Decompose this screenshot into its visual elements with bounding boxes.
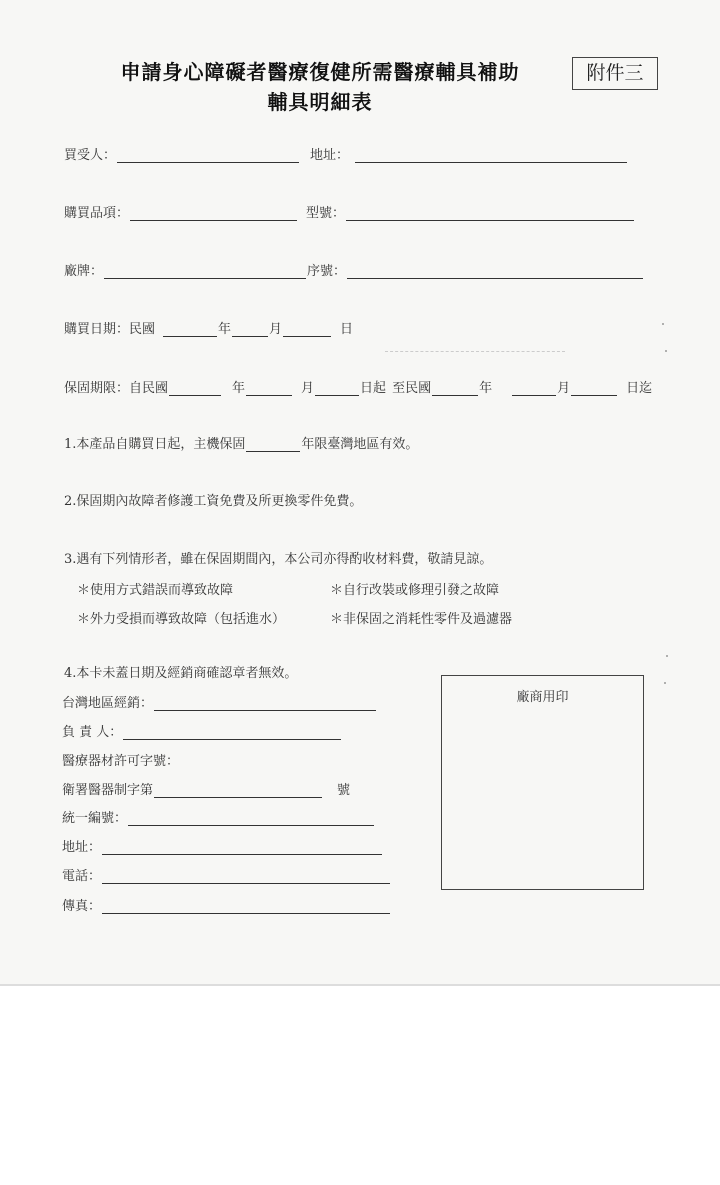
responsible-row bbox=[62, 722, 342, 740]
year-label: 年 bbox=[232, 381, 246, 396]
warranty-row bbox=[64, 378, 652, 396]
phone-label: 電話： bbox=[62, 869, 102, 884]
term-1-text-after: 年限臺灣地區有效。 bbox=[301, 437, 419, 452]
warranty-start-year-field[interactable] bbox=[169, 382, 221, 396]
term-3 bbox=[64, 549, 492, 567]
model-field[interactable] bbox=[346, 207, 634, 221]
term-4 bbox=[64, 663, 297, 681]
form-subtitle: 輔具明細表 bbox=[267, 90, 373, 114]
address-field[interactable] bbox=[355, 149, 627, 163]
warranty-years-field[interactable] bbox=[246, 438, 300, 452]
dealer-address-label: 地址： bbox=[62, 840, 102, 855]
bullet-text: ＊自行改裝或修理引發之故障 bbox=[330, 583, 500, 598]
license-prefix: 衛署醫器制字第 bbox=[62, 783, 154, 798]
license-suffix: 號 bbox=[337, 783, 351, 798]
month-label: 月 bbox=[301, 381, 315, 396]
buyer-field[interactable] bbox=[117, 149, 299, 163]
brand-label: 廠牌： bbox=[64, 264, 104, 279]
day-label: 日 bbox=[340, 322, 354, 337]
term-bullet-4 bbox=[330, 609, 512, 627]
attachment-label: 附件三 bbox=[572, 57, 658, 90]
item-label: 購買品項： bbox=[64, 206, 130, 221]
license-label: 醫療器材許可字號： bbox=[62, 754, 180, 769]
responsible-label: 負 責 人： bbox=[62, 725, 123, 740]
month-label: 月 bbox=[269, 322, 283, 337]
term-2 bbox=[64, 491, 362, 509]
uniform-no-label: 統一編號： bbox=[62, 811, 128, 826]
purchase-date-label: 購買日期：民國 bbox=[64, 322, 156, 337]
fax-label: 傳真： bbox=[62, 899, 102, 914]
warranty-start-day-field[interactable] bbox=[315, 382, 359, 396]
license-row bbox=[62, 780, 350, 798]
warranty-label: 保固期限：自民國 bbox=[64, 381, 169, 396]
scan-artifact bbox=[666, 655, 668, 657]
term-2-text: 2.保固期內故障者修護工資免費及所更換零件免費。 bbox=[64, 494, 363, 509]
license-label-row bbox=[62, 751, 179, 769]
brand-row bbox=[64, 261, 644, 279]
warranty-end-year-field[interactable] bbox=[432, 382, 478, 396]
serial-label: 序號： bbox=[307, 264, 347, 279]
year-label: 年 bbox=[479, 381, 493, 396]
fax-row bbox=[62, 896, 391, 914]
distributor-label: 台灣地區經銷： bbox=[62, 696, 154, 711]
to-roc-label: 至民國 bbox=[392, 381, 432, 396]
term-bullet-1 bbox=[77, 580, 233, 598]
address-label: 地址： bbox=[310, 148, 350, 163]
scan-artifact bbox=[665, 350, 667, 352]
purchase-date-row bbox=[64, 319, 353, 337]
item-field[interactable] bbox=[130, 207, 297, 221]
scan-artifact bbox=[662, 323, 664, 325]
term-3-text: 3.遇有下列情形者，雖在保固期間內，本公司亦得酌收材料費，敬請見諒。 bbox=[64, 552, 493, 567]
day-until-label: 日迄 bbox=[626, 381, 653, 396]
vendor-stamp-label: 廠商用印 bbox=[516, 690, 569, 705]
item-row bbox=[64, 203, 635, 221]
term-bullet-2 bbox=[330, 580, 499, 598]
term-1-text: 1.本產品自購買日起，主機保固 bbox=[64, 437, 246, 452]
distributor-row bbox=[62, 693, 377, 711]
sheet-edge bbox=[0, 984, 720, 986]
warranty-end-day-field[interactable] bbox=[571, 382, 617, 396]
phone-field[interactable] bbox=[102, 870, 390, 884]
dealer-address-row bbox=[62, 837, 383, 855]
uniform-no-row bbox=[62, 808, 375, 826]
term-1 bbox=[64, 434, 418, 452]
warranty-start-month-field[interactable] bbox=[246, 382, 292, 396]
responsible-field[interactable] bbox=[123, 726, 341, 740]
bullet-text: ＊使用方式錯誤而導致故障 bbox=[77, 583, 234, 598]
scan-artifact bbox=[385, 351, 565, 353]
scan-artifact bbox=[664, 682, 666, 684]
warranty-end-month-field[interactable] bbox=[512, 382, 556, 396]
term-bullet-3 bbox=[77, 609, 285, 627]
bullet-text: ＊非保固之消耗性零件及過濾器 bbox=[330, 612, 513, 627]
month-label: 月 bbox=[557, 381, 571, 396]
vendor-stamp-box[interactable] bbox=[441, 675, 644, 890]
term-4-text: 4.本卡未蓋日期及經銷商確認章者無效。 bbox=[64, 666, 298, 681]
day-from-label: 日起 bbox=[360, 381, 387, 396]
serial-field[interactable] bbox=[347, 265, 643, 279]
purchase-month-field[interactable] bbox=[232, 323, 268, 337]
model-label: 型號： bbox=[306, 206, 346, 221]
purchase-day-field[interactable] bbox=[283, 323, 331, 337]
uniform-no-field[interactable] bbox=[128, 812, 374, 826]
distributor-field[interactable] bbox=[154, 697, 376, 711]
license-number-field[interactable] bbox=[154, 784, 322, 798]
phone-row bbox=[62, 866, 391, 884]
form-title: 申請身心障礙者醫療復健所需醫療輔具補助 bbox=[120, 60, 520, 84]
buyer-label: 買受人： bbox=[64, 148, 117, 163]
brand-field[interactable] bbox=[104, 265, 306, 279]
dealer-address-field[interactable] bbox=[102, 841, 382, 855]
year-label: 年 bbox=[218, 322, 232, 337]
purchase-year-field[interactable] bbox=[163, 323, 217, 337]
buyer-row bbox=[64, 145, 628, 163]
bullet-text: ＊外力受損而導致故障（包括進水） bbox=[77, 612, 286, 627]
fax-field[interactable] bbox=[102, 900, 390, 914]
